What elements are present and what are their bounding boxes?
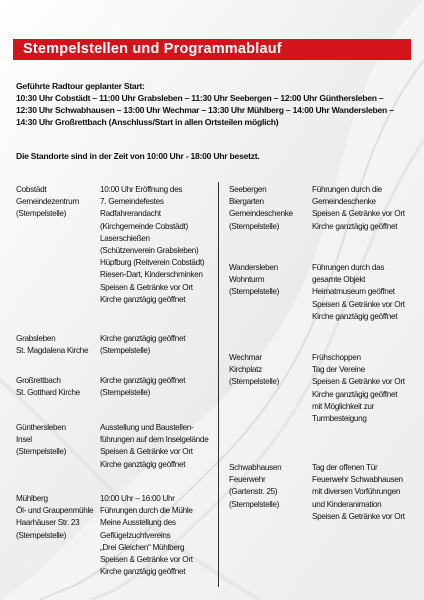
place-name: Günthersleben: [16, 423, 66, 432]
intro-line: 12:30 Uhr Schwabhausen – 13:00 Uhr Wechmar – 13:30 Uhr Mühlberg – 14:00 Uhr Wandersleben –: [16, 105, 394, 115]
program-line: Heimatmuseum geöffnet: [312, 287, 395, 297]
program-line: Speisen & Getränke vor Ort: [312, 299, 405, 309]
program-grabsleben: [100, 333, 185, 357]
program-line: Meine Ausstellung des: [100, 518, 176, 528]
program-line: Riesen-Dart, Kinderschminken: [100, 270, 203, 280]
program-line: Speisen & Getränke vor Ort: [312, 377, 405, 387]
program-line: Feuerwehr Schwabhausen: [312, 475, 403, 485]
place-location: Biergarten: [229, 197, 264, 207]
program-line: Speisen & Getränke vor Ort: [312, 511, 405, 521]
place-location: Gemeindezentrum: [16, 197, 79, 207]
place-note: (Stempelstelle): [229, 499, 280, 509]
program-line: Speisen & Getränke vor Ort: [312, 209, 405, 219]
intro-line: 14:30 Uhr Großrettbach (Anschluss/Start in allen Ortsteilen möglich): [16, 117, 279, 127]
program-line: Speisen & Getränke vor Ort: [100, 447, 193, 457]
place-location: St. Gotthard Kirche: [16, 388, 80, 398]
place-location: Öl- und Graupenmühle: [16, 506, 94, 516]
program-line: Turmbesteigung: [312, 414, 367, 424]
program-line: Frühschoppen: [312, 353, 361, 362]
program-line: 7. Gemeindefestes: [100, 197, 164, 207]
place-muehlberg: [16, 493, 93, 542]
program-line: gesamte Objekt: [312, 275, 366, 285]
program-line: Gemeindeschenke: [312, 197, 376, 207]
program-schwabhausen: [312, 462, 405, 523]
program-line: Speisen & Getränke vor Ort: [100, 282, 193, 292]
program-muehlberg: [100, 493, 193, 578]
place-name: Mühlberg: [16, 494, 48, 503]
place-cobstaedt: [16, 184, 79, 221]
place-location: Insel: [16, 435, 32, 445]
program-cobstaedt: [100, 184, 204, 306]
program-line: Kirche ganztägig geöffnet: [100, 376, 186, 385]
place-note: (Stempelstelle): [229, 287, 280, 297]
program-line: Speisen & Getränke vor Ort: [100, 555, 193, 565]
program-line: 10:00 Uhr – 16:00 Uhr: [100, 494, 175, 503]
program-line: Führungen durch das: [312, 263, 385, 272]
place-name: Wechmar: [229, 353, 262, 362]
program-line: Kirche ganztägig geöffnet: [100, 334, 186, 343]
place-name: Seebergen: [229, 185, 267, 194]
program-line: mit Möglichkeit zur: [312, 401, 375, 411]
program-line: Laserschießen: [100, 233, 150, 243]
program-line: Ausstellung und Baustellen-: [100, 423, 194, 432]
place-grossrettbach: [16, 375, 80, 399]
program-grossrettbach: [100, 375, 185, 399]
program-line: 10:00 Uhr Eröffnung des: [100, 185, 183, 194]
place-location: Wohnturm: [229, 275, 265, 285]
intro-block: [16, 80, 414, 128]
program-line: Führungen durch die: [312, 185, 382, 194]
place-wechmar: [229, 352, 279, 389]
program-line: mit diversen Vorführungen: [312, 487, 401, 497]
place-name: Großrettbach: [16, 376, 61, 385]
column-divider: [218, 182, 219, 587]
program-line: Kirche ganztägig geöffnet: [100, 459, 186, 469]
place-location: Gemeindeschenke: [229, 209, 293, 219]
program-line: Führungen durch die Mühle: [100, 506, 193, 516]
place-address: (Gartenstr. 25): [229, 487, 278, 497]
program-guenthersleben: [100, 422, 208, 471]
place-guenthersleben: [16, 422, 66, 459]
program-line: „Drei Gleichen“ Mühlberg: [100, 542, 185, 552]
section-header: [13, 39, 411, 60]
program-line: Hüpfburg (Reitverein Cobstädt): [100, 258, 205, 268]
place-name: Schwabhausen: [229, 463, 282, 472]
program-line: Kirche ganztägig geöffnet: [312, 389, 398, 399]
place-location: Kirchplatz: [229, 365, 262, 375]
place-name: Grabsleben: [16, 334, 56, 343]
program-line: (Schützenverein Grabsleben): [100, 246, 199, 256]
place-note: (Stempelstelle): [229, 221, 280, 231]
place-wandersleben: [229, 262, 279, 299]
place-location: St. Magdalena Kirche: [16, 346, 89, 356]
place-note: (Stempelstelle): [229, 377, 280, 387]
program-line: Geflügelzuchtvereins: [100, 530, 171, 540]
program-line: Radfahrerandacht: [100, 209, 161, 219]
program-line: führungen auf dem Inselgelände: [100, 435, 209, 445]
program-line: Kirche ganztägig geöffnet: [100, 567, 186, 577]
intro-line: 10:30 Uhr Cobstädt – 11:00 Uhr Grabsleben – 11:30 Uhr Seebergen – 12:00 Uhr Günthersleben –: [16, 93, 384, 103]
place-seebergen: [229, 184, 293, 233]
place-note: (Stempelstelle): [16, 447, 67, 457]
program-line: Kirche ganztägig geöffnet: [312, 311, 398, 321]
program-line: Tag der offenen Tür: [312, 463, 378, 472]
intro-line: Geführte Radtour geplanter Start:: [16, 81, 145, 91]
place-note: (Stempelstelle): [16, 209, 67, 219]
program-line: Kirche ganztägig geöffnet: [100, 294, 186, 304]
place-address: Haarhäuser Str. 23: [16, 518, 80, 528]
place-name: Wandersleben: [229, 263, 278, 272]
program-line: Kirche ganztägig geöffnet: [312, 221, 398, 231]
program-wechmar: [312, 352, 405, 425]
place-note: (Stempelstelle): [16, 530, 67, 540]
program-line: Tag der Vereine: [312, 365, 365, 375]
place-name: Cobstädt: [16, 185, 47, 194]
program-wandersleben: [312, 262, 405, 323]
program-line: (Stempelstelle): [100, 346, 151, 356]
place-grabsleben: [16, 333, 88, 357]
opening-hours-note: Die Standorte sind in der Zeit von 10:00 Uhr - 18:00 Uhr besetzt.: [16, 151, 260, 161]
place-location: Feuerwehr: [229, 475, 266, 485]
program-line: (Kirchgemeinde Cobstädt): [100, 221, 188, 231]
program-line: und Kinderanimation: [312, 499, 382, 509]
program-seebergen: [312, 184, 405, 233]
page-title: Stempelstellen und Programmablauf: [23, 41, 282, 57]
program-line: (Stempelstelle): [100, 388, 151, 398]
place-schwabhausen: [229, 462, 281, 511]
